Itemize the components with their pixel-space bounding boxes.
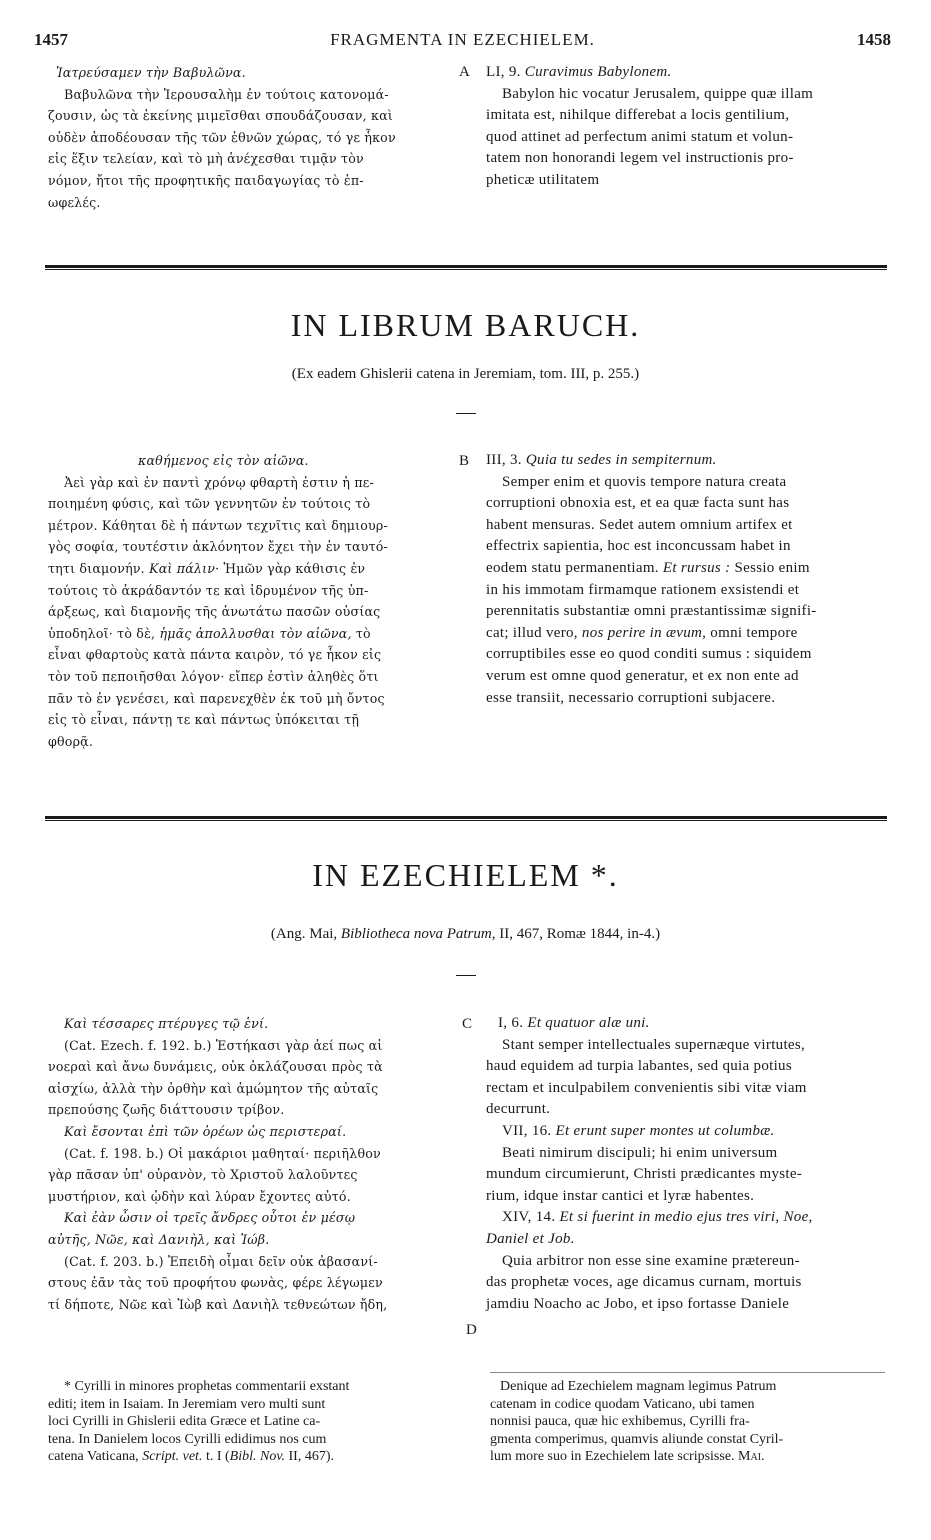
footnote-right (490, 1378, 885, 1466)
greek-line: πᾶν τὸ ἐν γενέσει, καὶ παρενεχθὲν ἐκ τοῦ μὴ ὄντος (48, 690, 385, 706)
greek-line: γὰρ πᾶσαν ὑπ' οὐρανὸν, τὸ Χριστοῦ λαλοῦντες (48, 1167, 358, 1183)
latin-line: pheticæ utilitatem (486, 171, 600, 188)
margin-letter-d: D (466, 1322, 477, 1338)
latin-lemma: Et quatuor alæ uni. (527, 1015, 650, 1031)
greek-line: Ἡμῶν γὰρ κάθισις ἐν (223, 560, 366, 576)
greek-line: Ἀεὶ γὰρ καὶ ἐν παντὶ χρόνῳ φθαρτὴ ἐστιν ἡ πε- (64, 474, 374, 490)
greek-line: νόμον, ἤτοι τῆς προφητικῆς παιδαγωγίας τὸ ἐπ- (48, 172, 364, 188)
footnote-rule (490, 1372, 885, 1373)
greek-line: τὸ (355, 625, 371, 641)
section1-latin-column (486, 62, 886, 192)
section3-greek-column (48, 1013, 458, 1315)
latin-verse-ref: VII, 16. (502, 1122, 552, 1139)
latin-line: habent mensuras. Sedet autem omnium artifex et (486, 516, 793, 533)
latin-line: rectam et inculpabilem convenientis sibi vitæ viam (486, 1079, 807, 1096)
latin-line: perennitatis substantiæ omni præstantissimæ signifi- (486, 603, 817, 620)
section3-latin-column (486, 1013, 886, 1315)
page-number-left: 1457 (34, 30, 68, 49)
latin-lemma: Quia tu sedes in sempiternum. (525, 452, 717, 468)
section-rule (45, 265, 887, 268)
greek-line: τούτοις τὸ ἀκράδαντόν τε καὶ ἱδρυμένον τῆς ὑπ- (48, 582, 369, 598)
latin-line: mundum circumierunt, Christi prædicantes myste- (486, 1166, 803, 1183)
latin-line: haud equidem ad turpia labantes, sed quia potius (486, 1058, 792, 1075)
latin-line: verum est omne quod generatur, et ex non ente ad (486, 667, 799, 684)
greek-line: αἰσχίω, ἀλλὰ τὴν ὀρθὴν καὶ ἀμώμητον τῆς αὐταῖς (48, 1080, 379, 1096)
section1-greek-column (48, 62, 458, 213)
footnote-line: * Cyrilli in minores prophetas commentarii exstant (64, 1379, 350, 1394)
footnote-line: Denique ad Ezechielem magnam legimus Patrum (500, 1379, 777, 1394)
greek-line: Βαβυλῶνα τὴν Ἱερουσαλὴμ ἐν τούτοις κατονομά- (64, 86, 389, 102)
greek-line: (Cat. f. 203. b.) Ἐπειδὴ οἶμαι δεῖν οὐκ ἀβασανί- (64, 1253, 378, 1269)
title-dash (456, 413, 476, 414)
latin-line: das prophetæ voces, age dicamus curnam, mortuis (486, 1274, 802, 1291)
latin-line: eodem statu permanentiam. (486, 559, 659, 576)
latin-line: in his immotam firmamque rationem exsistendi et (486, 581, 800, 598)
greek-line: τὸν τοῦ πεποιῆσθαι λόγον· εἴπερ ἐστὶν ἀληθὲς ὅτι (48, 668, 379, 684)
greek-line: (Cat. f. 198. b.) Οἱ μακάριοι μαθηταί· περιῆλθον (64, 1145, 381, 1161)
greek-line: οὐδὲν ἀποδέουσαν τῆς τῶν ἐθνῶν χώρας, τό γε ἧκον (48, 129, 396, 145)
greek-line: εἰς τὸ εἶναι, πάντῃ τε καὶ πάντως ὑπόκειται τῇ (48, 712, 360, 728)
latin-line: esse transiit, necessario corruptioni subjacere. (486, 689, 776, 706)
latin-line: Stant semper intellectuales supernæque virtutes, (502, 1036, 806, 1053)
page-number-right: 1458 (857, 30, 891, 49)
subtitle-part: II, 467, Romæ 1844, in-4.) (499, 926, 661, 942)
latin-line: decurrunt. (486, 1101, 551, 1118)
footnote-signature: Mai. (738, 1449, 765, 1464)
latin-lemma: Curavimus Babylonem. (524, 64, 672, 80)
margin-letter-a: A (459, 64, 470, 80)
footnote-line: t. I ( (205, 1449, 230, 1464)
greek-line: εἰς ἕξιν τελείαν, καὶ τὸ μὴ ἀνέχεσθαι τιμᾷν τὸν (48, 151, 364, 167)
section-title-ezechiel: IN EZECHIELEM *. (312, 857, 619, 893)
greek-line: φθορᾷ. (48, 733, 94, 749)
footnote-line: editi; item in Isaiam. In Jeremiam vero multi sunt (48, 1396, 326, 1412)
footnote-left (48, 1378, 458, 1466)
latin-line: Beati nimirum discipuli; hi enim universum (502, 1144, 778, 1161)
footnote-line: lum more suo in Ezechielem late scripsisse. (490, 1449, 735, 1464)
greek-lemma: καθήμενος εἰς τὸν αἰῶνα. (138, 453, 309, 468)
latin-line: jamdiu Noacho ac Jobo, et ipso fortasse Daniele (486, 1295, 790, 1312)
greek-line: άρξεως, καὶ διαμονῆς τῆς ἀνωτάτω πασῶν οὐσίας (48, 604, 381, 620)
greek-lemma: αὐτῆς, Νῶε, καὶ Δανιὴλ, καὶ Ἰώβ. (48, 1231, 270, 1247)
latin-line: rium, idque instar cantici et lyræ habentes. (486, 1187, 755, 1204)
latin-line: cat; illud vero, (486, 624, 578, 641)
latin-line: corruptibiles esse eo quod conditi sumus : siquidem (486, 646, 812, 663)
latin-verse-ref: XIV, 14. (502, 1209, 556, 1226)
latin-line: corruptioni obnoxia est, et ea quæ facta sunt has (486, 495, 790, 512)
latin-line: Sessio enim (734, 559, 810, 576)
subtitle-part: (Ang. Mai, (270, 926, 338, 942)
greek-line: ποιημένη φύσις, καὶ τῶν γεννητῶν ἐν τούτοις τὸ (48, 496, 371, 512)
greek-line: μυστήριον, καὶ ᾠδὴν καὶ λύραν ἔχοντες αὐτό. (48, 1188, 351, 1204)
subtitle-work: Bibliotheca nova Patrum, (340, 926, 496, 942)
footnote-line: loci Cyrilli in Ghislerii edita Græce et Latine ca- (48, 1414, 321, 1429)
footnote-line: II, 467). (288, 1449, 335, 1464)
margin-letter-b: B (459, 453, 470, 469)
latin-line: effectrix sapientia, hoc est inconcussam habet in (486, 538, 791, 555)
greek-line: εἶναι φθαρτοὺς κατὰ πάντα καιρὸν, τό γε ἧκον εἰς (48, 647, 382, 663)
footnote-line: tena. In Danielem locos Cyrilli edidimus nos cum (48, 1431, 327, 1447)
section-subtitle-ezechiel (0, 926, 931, 943)
latin-verse-ref: LI, 9. (486, 64, 521, 80)
section2-greek-column (48, 450, 458, 752)
footnote-line: gmenta comperimus, quamvis aliunde constat Cyril- (490, 1431, 784, 1447)
latin-lemma: Et si fuerint in medio ejus tres viri, Noe, (559, 1209, 813, 1226)
greek-line: πρεπούσης ζωῆς διάττουσιν τρίβον. (48, 1102, 285, 1118)
margin-letter-c: C (462, 1016, 473, 1032)
greek-lemma: Καὶ ἐὰν ὦσιν οἱ τρεῖς ἄνδρες οὗτοι ἐν μέσῳ (64, 1210, 356, 1226)
greek-line: ωφελές. (48, 194, 101, 210)
latin-line: imitata est, nihilque differebat a locis gentilium, (486, 107, 790, 124)
title-dash (456, 975, 476, 976)
latin-line: quod attinet ad perfectum animi statum et volun- (486, 128, 794, 145)
greek-line: μέτρον. Κάθηται δὲ ἡ πάντων τεχνῖτις καὶ δημιουρ- (48, 517, 388, 533)
latin-line: tatem non honorandi legem vel instructionis pro- (486, 150, 794, 167)
greek-line: (Cat. Ezech. f. 192. b.) Ἑστήκασι γὰρ ἀεί πως αἱ (64, 1037, 383, 1053)
footnote-line: nonnisi pauca, quæ hic exhibemus, Cyrilli fra- (490, 1414, 750, 1429)
greek-lemma: Καὶ τέσσαρες πτέρυγες τῷ ἑνί. (64, 1016, 269, 1031)
latin-verse-ref: III, 3. (486, 452, 522, 468)
greek-line: γὸς σοφία, τουτέστιν ἀκλόνητον ἔχει τὴν ἐν ταυτό- (48, 539, 388, 555)
latin-lemma-inline: nos perire in ævum, (581, 624, 707, 641)
latin-line: Quia arbitror non esse sine examine prætereun- (502, 1252, 800, 1269)
latin-line: omni tempore (710, 624, 798, 641)
section-title-baruch: IN LIBRUM BARUCH. (290, 307, 641, 343)
latin-lemma: Daniel et Job. (486, 1230, 575, 1247)
latin-line: Semper enim et quovis tempore natura creata (502, 473, 787, 490)
greek-line: ὑποδηλοῖ· τὸ δὲ, (48, 625, 156, 641)
footnote-italic: Bibl. Nov. (229, 1449, 286, 1464)
section-subtitle-baruch: (Ex eadem Ghislerii catena in Jeremiam, tom. III, p. 255.) (291, 366, 640, 382)
greek-line: τητι διαμονήν. (48, 560, 145, 576)
footnote-line: catena Vaticana, (48, 1449, 139, 1464)
section-rule (45, 816, 887, 819)
footnote-italic: Script. vet. (142, 1449, 203, 1464)
latin-verse-ref: I, 6. (498, 1015, 524, 1031)
greek-line: στους ἐᾶν τὰς τοῦ προφήτου φωνὰς, φέρε λέγωμεν (48, 1275, 383, 1291)
greek-line: νοεραὶ καὶ ἄνω δυνάμεις, οὐκ ὀκλάζουσαι πρὸς τὰ (48, 1059, 383, 1075)
greek-line: τί δήποτε, Νῶε καὶ Ἰὼβ καὶ Δανιὴλ τεθνεώτων ἤδη, (48, 1296, 388, 1312)
greek-lemma: Ἰατρεύσαμεν τὴν Βαβυλῶνα. (56, 65, 246, 80)
latin-lemma-inline: Et rursus : (662, 559, 731, 576)
latin-lemma: Et erunt super montes ut columbæ. (555, 1122, 775, 1139)
greek-line: ζουσιν, ὡς τὰ ἐκείνης μιμεῖσθαι σπουδάζουσαν, καὶ (48, 108, 393, 124)
greek-lemma-inline: Καὶ πάλιν· (149, 560, 220, 576)
latin-line: Babylon hic vocatur Jerusalem, quippe quæ illam (502, 85, 814, 102)
footnote-line: catenam in codice quodam Vaticano, ubi tamen (490, 1396, 755, 1412)
greek-lemma: Καὶ ἔσονται ἐπὶ τῶν ὀρέων ὡς περιστεραί. (64, 1123, 347, 1139)
running-title: FRAGMENTA IN EZECHIELEM. (330, 30, 595, 49)
running-header (34, 30, 891, 52)
greek-lemma-inline: ἡμᾶς ἀπολλυσθαι τὸν αἰῶνα, (159, 625, 352, 641)
section2-latin-column (486, 450, 886, 709)
